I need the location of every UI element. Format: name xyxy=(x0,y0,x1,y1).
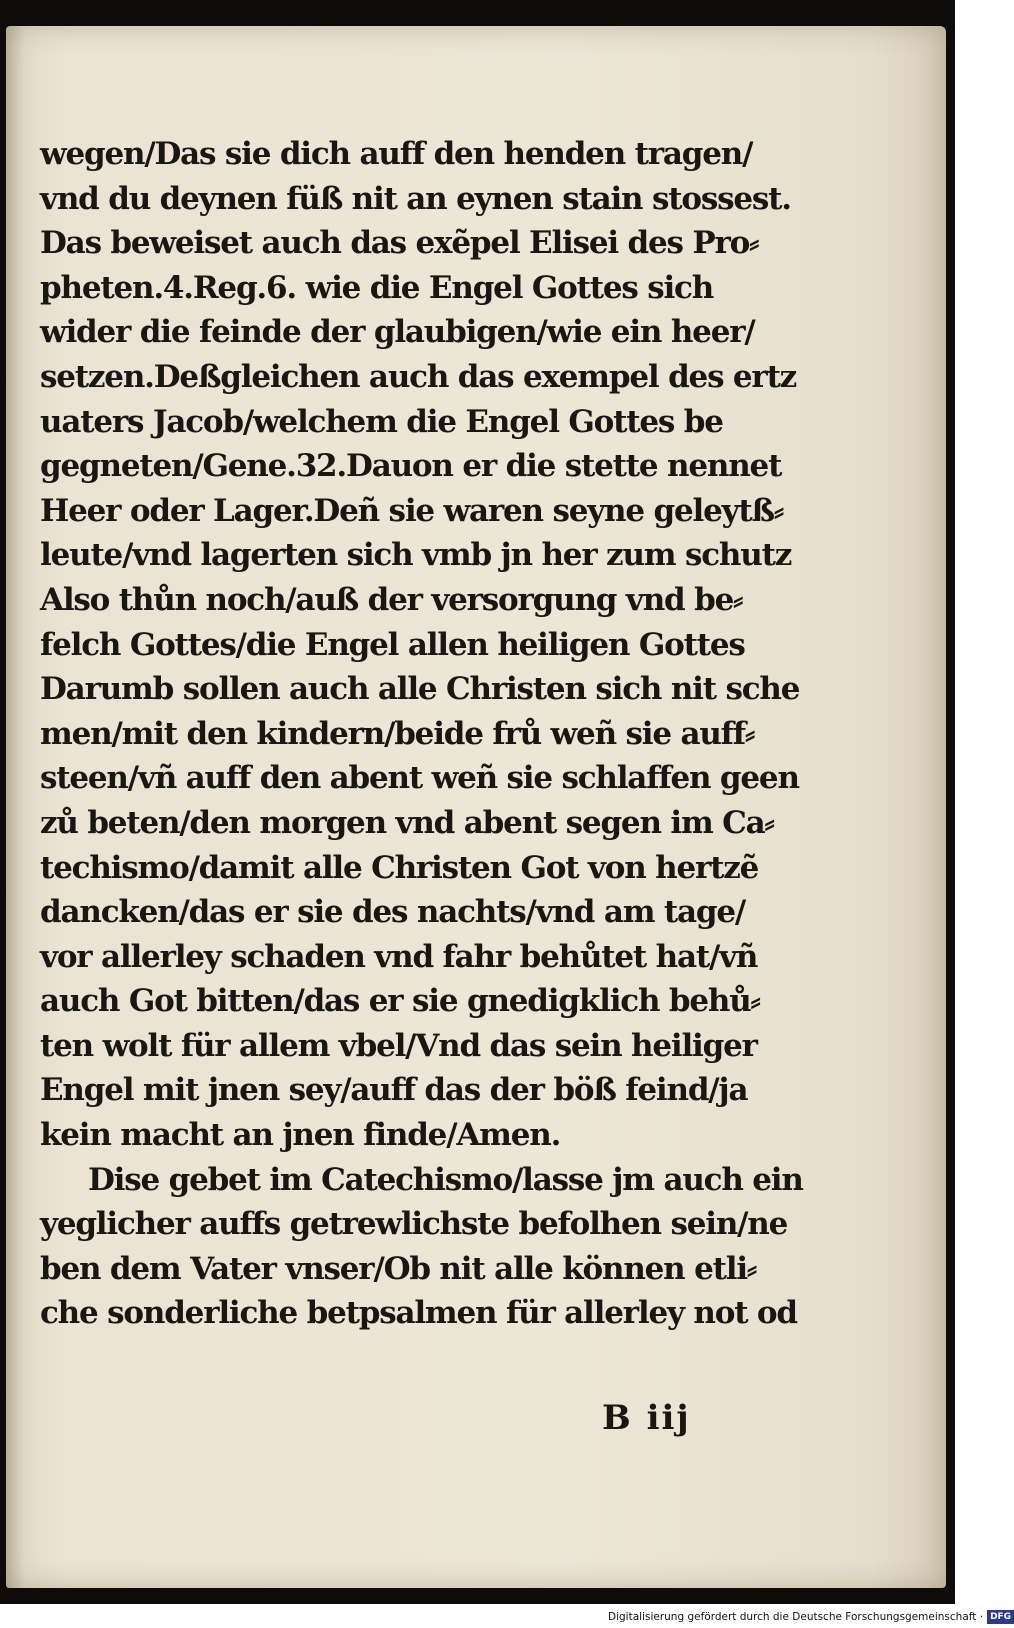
text-line-4: pheten.4.Reg.6. wie die Engel Gottes sich xyxy=(40,269,714,306)
text-line-22: Engel mit jnen sey/auff das der böß feind/ja xyxy=(40,1072,748,1109)
text-line-5: wider die feinde der glaubigen/wie ein heer/ xyxy=(40,314,755,351)
text-line-6: setzen.Deßgleichen auch das exempel des ertz xyxy=(40,358,797,395)
text-line-3: Das beweiset auch das exẽpel Elisei des Pro⸗ xyxy=(40,225,759,262)
digitization-footer xyxy=(608,1608,1014,1626)
text-line-27: che sonderliche betpsalmen für allerley not od xyxy=(40,1295,797,1332)
text-line-2: vnd du deynen füß nit an eynen stain stossest. xyxy=(40,180,791,217)
text-line-11: Also thůn noch/auß der versorgung vnd be⸗ xyxy=(40,581,743,618)
text-line-21: ten wolt für allem vbel/Vnd das sein heiliger xyxy=(40,1027,757,1064)
text-line-20: auch Got bitten/das er sie gnedigklich behů⸗ xyxy=(40,983,760,1020)
text-line-19: vor allerley schaden vnd fahr behůtet hat/vñ xyxy=(40,938,758,975)
footer-credit: Digitalisierung gefördert durch die Deutsche Forschungsgemeinschaft · xyxy=(608,1611,984,1623)
dfg-logo: DFG xyxy=(987,1610,1014,1624)
text-line-17: techismo/damit alle Christen Got von hertzẽ xyxy=(40,849,759,886)
text-line-9: Heer oder Lager.Deñ sie waren seyne geleytß⸗ xyxy=(40,492,784,529)
text-line-25: yeglicher auffs getrewlichste befolhen sein/ne xyxy=(40,1206,788,1243)
text-line-13: Darumb sollen auch alle Christen sich nit sche xyxy=(40,671,800,708)
text-line-18: dancken/das er sie des nachts/vnd am tage/ xyxy=(40,894,746,931)
text-line-10: leute/vnd lagerten sich vmb jn her zum schutz xyxy=(40,537,792,574)
text-line-16: zů beten/den morgen vnd abent segen im Ca⸗ xyxy=(40,804,774,841)
book-page xyxy=(6,26,946,1588)
text-line-15: steen/vñ auff den abent weñ sie schlaffen geen xyxy=(40,760,799,797)
text-line-26: ben dem Vater vnser/Ob nit alle können etli⸗ xyxy=(40,1250,757,1287)
page-text xyxy=(40,132,840,1336)
text-line-23: kein macht an jnen finde/Amen. xyxy=(40,1117,561,1154)
signature-mark: B iij xyxy=(602,1398,691,1438)
text-line-1: wegen/Das sie dich auff den henden tragen/ xyxy=(40,136,753,172)
text-line-12: felch Gottes/die Engel allen heiligen Gottes xyxy=(40,626,745,663)
text-line-24: Dise gebet im Catechismo/lasse jm auch ein xyxy=(88,1161,803,1198)
text-line-14: men/mit den kindern/beide frů weñ sie auff⸗ xyxy=(40,715,755,752)
text-line-7: uaters Jacob/welchem die Engel Gottes be xyxy=(40,403,723,440)
text-line-8: gegneten/Gene.32.Dauon er die stette nennet xyxy=(40,448,782,485)
